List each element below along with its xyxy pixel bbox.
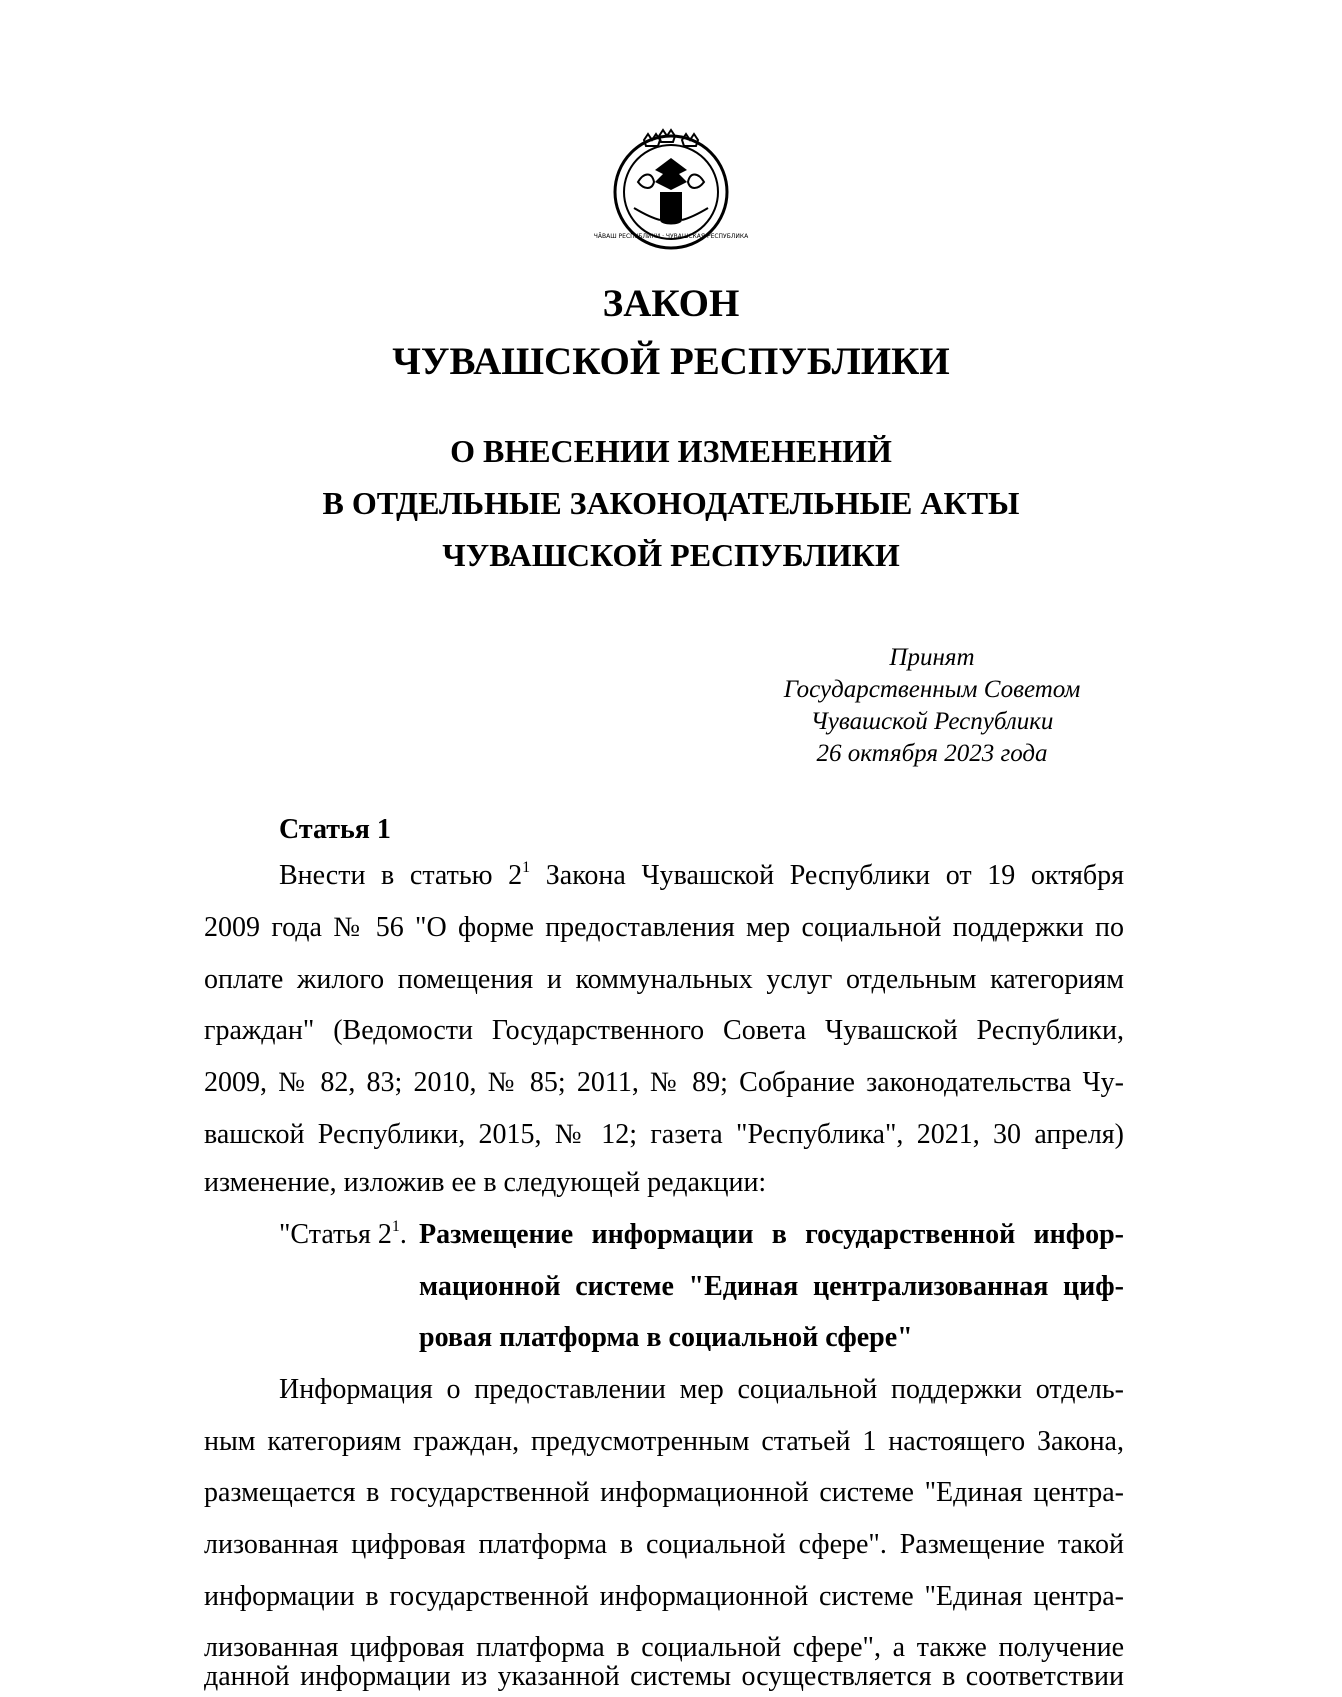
adoption-line-2: Государственным Советом: [783, 676, 1081, 703]
article-1-paragraph-line: 2009, № 82, 83; 2010, № 85; 2011, № 89; Собрание законодательства Чу-: [204, 1067, 1124, 1098]
law-title: ЗАКОН: [602, 282, 740, 325]
article-1-paragraph-line: граждан" (Ведомости Государственного Совета Чувашской Республики,: [204, 1015, 1124, 1046]
adoption-date: 26 октября 2023 года: [816, 740, 1048, 767]
law-subject-line-2: В ОТДЕЛЬНЫЕ ЗАКОНОДАТЕЛЬНЫЕ АКТЫ: [322, 485, 1020, 521]
quoted-article-text-line: Информация о предоставлении мер социальной поддержки отдель-: [279, 1374, 1124, 1405]
quoted-article-title-line: ровая платформа в социальной сфере": [419, 1322, 913, 1353]
quoted-article-text-line: информации в государственной информационной системе "Единая центра-: [204, 1581, 1124, 1612]
quoted-article-label: "Статья $2^1$.: [279, 1218, 407, 1250]
law-subject-line-1: О ВНЕСЕНИИ ИЗМЕНЕНИЙ: [450, 433, 892, 469]
law-title-republic: ЧУВАШСКОЙ РЕСПУБЛИКИ: [392, 340, 950, 383]
quoted-article-text-line: лизованная цифровая платформа в социальной сфере". Размещение такой: [204, 1529, 1124, 1560]
article-1-paragraph-line: 2009 года № 56 "О форме предоставления мер социальной поддержки по: [204, 912, 1124, 943]
quoted-article-text-line: данной информации из указанной системы осуществляется в соответствии: [204, 1661, 1124, 1692]
article-1-heading: Статья 1: [279, 814, 391, 845]
article-1-paragraph-line: изменение, изложив ее в следующей редакции:: [204, 1167, 767, 1198]
chuvash-republic-coat-of-arms-icon: [593, 122, 749, 256]
adoption-line-3: Чувашской Республики: [810, 708, 1054, 735]
quoted-article-text-line: размещается в государственной информационной системе "Единая центра-: [204, 1477, 1124, 1508]
law-subject-line-3: ЧУВАШСКОЙ РЕСПУБЛИКИ: [442, 537, 900, 573]
quoted-article-text-line: лизованная цифровая платформа в социальной сфере", а также получение: [204, 1632, 1124, 1663]
article-1-paragraph-line: оплате жилого помещения и коммунальных услуг отдельным категориям: [204, 964, 1124, 995]
adoption-line-1: Принят: [889, 644, 975, 671]
emblem-motto: ЧĂВАШ РЕСПУБЛИКИ · ЧУВАШСКАЯ РЕСПУБЛИКА: [593, 233, 749, 240]
quoted-article-text-line: ным категориям граждан, предусмотренным статьей 1 настоящего Закона,: [204, 1426, 1124, 1457]
quoted-article-title-line: Размещение информации в государственной инфор-: [419, 1219, 1124, 1250]
article-1-paragraph-line: вашской Республики, 2015, № 12; газета "Республика", 2021, 30 апреля): [204, 1119, 1124, 1150]
quoted-article-title-line: мационной системе "Единая централизованная циф-: [419, 1271, 1124, 1302]
article-1-paragraph-line: Внести в статью $2^1$ Закона Чувашской Республики от 19 октября: [279, 859, 1124, 891]
adoption-block: [752, 642, 1112, 770]
